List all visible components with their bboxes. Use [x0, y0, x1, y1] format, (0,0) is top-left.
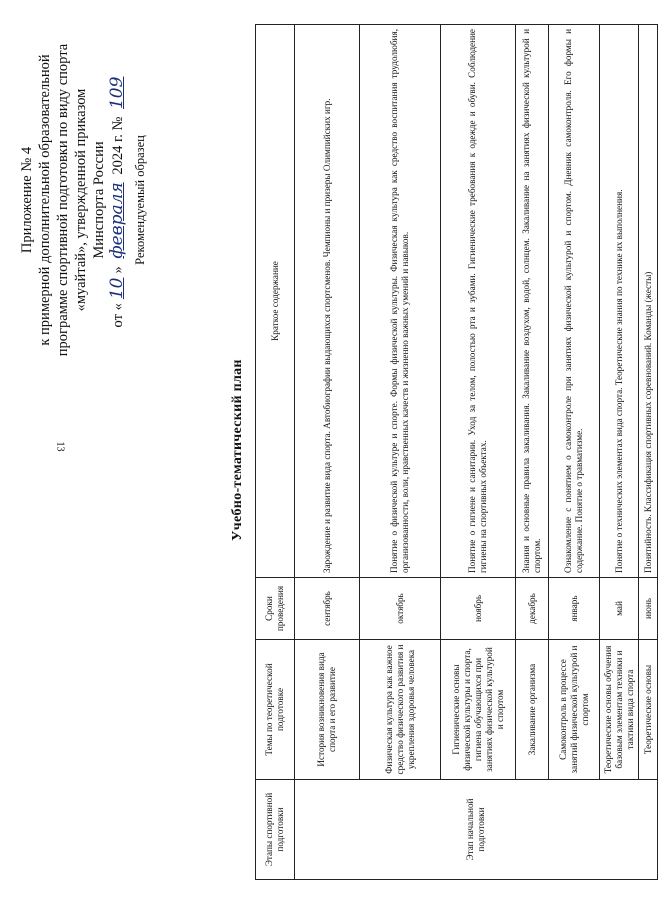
header-topic: Темы по теоретической подготовке [256, 640, 295, 780]
term-cell: июнь [639, 578, 658, 640]
term-cell: январь [549, 578, 600, 640]
date-year: 2024 г. № [110, 116, 126, 175]
table-row [549, 25, 600, 880]
date-prefix: от « [110, 303, 126, 328]
table-row [360, 25, 441, 880]
term-cell: сентябрь [295, 578, 360, 640]
plan-table [255, 24, 658, 880]
topic-cell: Теоретические основы [639, 640, 658, 780]
table-row [295, 25, 360, 880]
header-content: Краткое содержание [256, 25, 295, 578]
table-row [516, 25, 549, 880]
sample-note: Рекомендуемый образец [133, 135, 147, 265]
term-cell: октябрь [360, 578, 441, 640]
appendix-line-5: Минспорта России [91, 141, 107, 259]
appendix-line-4: «муайтай», утвержденной приказом [73, 88, 89, 312]
topic-cell: Закаливание организма [516, 640, 549, 780]
table-row [639, 25, 658, 880]
content-cell: Понятие о физической культуре и спорте. Формы физической культуры. Физическая культура как средство воспитания трудолюбия, организованности, воли, нравственных качеств и жизненно важных умений и навыков. [360, 25, 441, 578]
term-cell: май [600, 578, 639, 640]
plan-title: Учебно-тематический план [230, 359, 245, 541]
topic-cell: История возникновения вида спорта и его развитие [295, 640, 360, 780]
rotated-content [10, 20, 653, 880]
appendix-line-2: к примерной дополнительной образовательной [37, 54, 53, 346]
content-cell: Понятие о технических элементах вида спорта. Теоретические знания по технике их выполнения. [600, 25, 639, 578]
stage-cell: Этап начальной подготовки [295, 780, 658, 880]
appendix-line-1: Приложение № 4 [19, 146, 35, 254]
order-number: 109 [107, 76, 127, 110]
table-header-row [256, 25, 295, 880]
appendix-date-line [108, 40, 127, 360]
topic-cell: Самоконтроль в процессе занятий физической культурой и спортом [549, 640, 600, 780]
date-day: 10 [107, 277, 127, 300]
table-row [600, 25, 639, 880]
topic-cell: Теоретические основы обучения базовым элементам техники и тактики вида спорта [600, 640, 639, 780]
term-cell: декабрь [516, 578, 549, 640]
appendix-line-3: программе спортивной подготовки по виду спорта [55, 43, 71, 357]
topic-cell: Физическая культура как важное средство физического развития и укрепления здоровья человека [360, 640, 441, 780]
header-stage: Этапы спортивной подготовки [256, 780, 295, 880]
table-row [441, 25, 516, 880]
content-cell: Знания и основные правила закаливания. Закаливание воздухом, водой, солнцем. Закаливание на занятиях физической культурой и спортом. [516, 25, 549, 578]
content-cell: Ознакомление с понятием о самоконтроле при занятиях физической культурой и спортом. Дневник самоконтроля. Его формы и содержание. Понятие о травматизме. [549, 25, 600, 578]
content-cell: Зарождение и развитие вида спорта. Автобиографии выдающихся спортсменов. Чемпионы и призеры Олимпийских игр. [295, 25, 360, 578]
term-cell: ноябрь [441, 578, 516, 640]
header-term: Сроки проведения [256, 578, 295, 640]
content-cell: Понятийность. Классификация спортивных соревнований. Команды (жесты) [639, 25, 658, 578]
topic-cell: Гигиенические основы физической культуры и спорта, гигиена обучающихся при занятиях физической культурой и спортом [441, 640, 516, 780]
appendix-header [18, 40, 149, 360]
page-number: 13 [54, 441, 66, 452]
date-month: февраля [107, 182, 127, 259]
content-cell: Понятие о гигиене и санитарии. Уход за телом, полостью рта и зубами. Гигиенические требования к одежде и обуви. Соблюдение гигиены на спортивных объектах. [441, 25, 516, 578]
date-mid: » [110, 266, 126, 274]
